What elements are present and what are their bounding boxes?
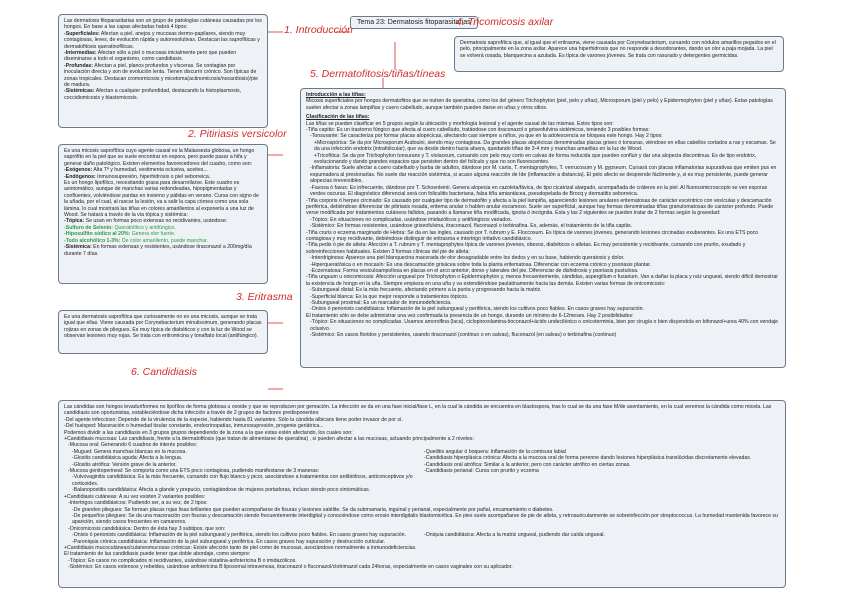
- cand-left-item: -Glositis candidiásica aguda: Afecta a la lengua.: [72, 455, 183, 462]
- tricomicosis-text: Dermatosis saprofítica que, al igual que el eritrasma, viene causada por Corynebacterium, cursando con nódulos amarillos pegados en el pelo, principalmente en la zona axilar. Aparece una hiperhidrosis que no responde a desodorantes, dando un olor a paja mojada. La piel se volverá rosada, blanquecina a azulada. Es típica de varones jóvenes. Se trata con rasurado y detergentes germicidas.: [460, 40, 776, 59]
- derm-line: -Superficial blanca: Es la que mejor responde a tratamientos tópicos.: [310, 293, 469, 300]
- derm-line: -Tiña cruris o eczema marginado de Hebra: Se da en las ingles, causado por T. rubrum y E. Floccosum. Es típica de varones jóvenes, generando lesiones circinadas exuberantes. Es una ETS poco contagiosa y muy recidivante, debiéndose distinguir de eritrasma e intertrigo irritativo candidiásico.: [306, 229, 759, 242]
- intro-item: -Profundas: Afectan a piel, planos profundos y vísceras. Se contagian por inoculación directa y son de evolución lenta. Tienen discurrir crónico. Son típicas de zonas tropicales. Destacan cromomicosis y micetoma(actinomicosis/nocardiosis)/pie de madura.: [64, 62, 259, 89]
- intro-item: -Intermedias: Afectan sólo a piel o mucosas inicialmente pero que pueden diseminarse a todo el organismo, como candidiasis.: [64, 50, 237, 63]
- cand-rest: +Candidiasis cutáneas: A su vez existen 2 variantes posibles:: [64, 493, 206, 500]
- cand-right-item: -Candidiasis perianal: Cursa con prurito y eczema: [424, 468, 539, 475]
- title-candidiasis: 6. Candidiasis: [131, 366, 197, 378]
- cand-left-item: -Balanopostitis candidiásica: Afecta a glande y prepucio, contagiándose de mujeres portadoras, incluso siendo poco sintomáticas.: [72, 487, 371, 494]
- cand-two-columns: [64, 449, 780, 494]
- cand-rest: -Paroniquia crónica candidiásica: Inflamación de la piel subungueal y periférica. En casos graves hay supuración y destrucción cuticular.: [72, 538, 386, 545]
- cand-left-item: -Mucosa genitoperineal: Se comporta como una ETS poco contagiosa, pudiendo manifestarse de 3 maneras:: [68, 468, 320, 475]
- derm-clasificacion-text: Las tiñas se pueden clasificar en 5 grupos según la ubicación y morfología lesional y el agente causal de las mismas. Estos tipos son:: [306, 120, 614, 127]
- cand-intro: Las cándidas son hongos levaduriformes no lipofílos de forma globosa u ovoide y que se reproducen por gemación. La infección se da en una fase inicial/fase L, en la cual la cándida se encuentra en blastospora, tras lo cual se da una fase M/de asentamiento, en la cual veremos la cándida como micela. Las candidiasis son oportunistas, estableciéndose dicha infección a través de 2 grupos de factores predisponentes:: [64, 404, 772, 417]
- derm-line: -Eczematosa: Forma vesiculoampollosa en placas en el arco anterior, dorso y laterales del pie. Diferenciar de dishidrosis y psoriasis pustulosa.: [310, 267, 639, 274]
- derm-line: -Tópico: En situaciones no complicadas, usándose imidazólicos y antifúngicos variados.: [310, 216, 513, 223]
- pitiriasis-item: Es un hongo lipofílico, necesitando grasa para desarrollarse. Este cuadro es asintomático, aunque de manchas varias redondeadas, hipopigmentadas y confluentes, volviéndose pardas en invierno y pálidas en verano. Cursa con signo de la uñada, por el cual, al rascar la lesión, va a salir la capa córnea como una sola lámina, lo cual mostrará las tiñas en colores amarillentos al exponerla a una luz de Wood. Se tratará a través de la vía tópica y sistémica:: [64, 180, 259, 219]
- derm-line: -Sistémico: En casos floridos y persistentes, usando itraconazol (continuo o en salvas), fluconazol (en salvas) o terbinafina (continuo): [310, 332, 617, 339]
- cand-col-right: [424, 449, 780, 494]
- cand-rest: -De pequeños pliegues: Se da una maceración con fisuras y descamación siendo frecuentemente interdigital y conociéndose como erosio interdigitalis blastomicética. En pies suele acompañarse de pie de atleta, y retroauricularmente se sobreinfección por streptococcus. La humedad mantenida favorece su aparición, siendo casos frecuentes en camareros.: [72, 512, 778, 526]
- pitiriasis-item: -Endógenos: Inmunosupresión, hiperhidrosis o piel seborreica.: [64, 173, 211, 180]
- candidiasis-box: [58, 400, 786, 588]
- pitiriasis-item: -Exógenos: Alta Tª y humedad, vestimenta oclusiva, aceites...: [64, 167, 208, 174]
- cand-rest: -Onicomicosis candidiásica: Dentro de ésta hay 3 subtipos, que son:: [68, 525, 226, 532]
- cand-rest: +Candidiasis mucocutáneas/cutaneomucosas crónicas: Existe afección tanto de piel como de mucosas, asociándose normalmente a inmunodeficiencias.: [64, 544, 417, 551]
- cand-left-item: -Vulvovaginitis candidiásica: Es la más frecuente, cursando con flujo blanco y picor, asociándose a tratamientos con antibióticos, anticonceptivos y/o corticoides.: [72, 474, 413, 487]
- title-tricomicosis: 4. Tricomicosis axilar: [456, 16, 554, 28]
- derm-line: -Sistémico: En formas resistentes, usándose griseofulvina, itraconazol, fluconazol o terbinafina. Es, además, el tratamiento de la tiña capitis.: [310, 223, 633, 230]
- derm-line: -Inflamatoria: Suele afectar a cuero cabelludo y barba de adultos, dándose por M. canis, T. mentagrophytes, T. verrucosum y M. gypseum. Cursará con placas inflamatorias supurativas que emiten pus en espumadera al presionarlas. No suele dar reacción sistémica, si acaso alguna reacción de Ide (inflamación a distancia). El pelo afecto se desprende fácilmente y, si es muy persistente, puede generar alopecias irreversibles.: [310, 165, 777, 185]
- pitiriasis-item: -Sistémica: En formas extensas y resistentes, usándose itraconazol a 200mg/día durante 7 días.: [64, 244, 252, 257]
- derm-line: -Tonsurante: Se caracteriza por formar placas alopécicas, afectando casi siempre a niños, ya que en la adolescencia se bloquea este hongo. Hay 2 tipos:: [310, 133, 663, 140]
- pitiriasis-box: [58, 144, 268, 284]
- cand-col-left: [64, 449, 420, 494]
- cand-left-item: -Muguet: Genera manchas blancas en la mucosa.: [72, 448, 187, 455]
- pitiriasis-item: -Hiposulfito sódico al 20%: Genera olor fuerte.: [64, 231, 176, 238]
- cand-line: -Del agente infeccioso: Depende de la virulencia de la especie, habiendo hasta 81 variantes. Sólo la cándida albicans tiene poder invasor de por sí.: [64, 416, 403, 423]
- intro-item: -Sistémicas: Afectan a cualquier profundidad, destacando la histoplasmosis, coccidiomicosis y blastomicosis.: [64, 88, 242, 101]
- cand-rest: -Intertrigos candidiásicos: Pudiendo ser, a su vez, de 2 tipos:: [68, 500, 208, 507]
- cand-right-item: -Queilitis angular ó boquera: Inflamación de la comisura labial: [424, 448, 566, 455]
- cand-right-item: -Candidiasis oral atrófica: Similar a la anterior, pero con carácter atrófico en ciertas zonas.: [424, 461, 631, 468]
- cand-line: -Del huésped: Maceración o humedad tisular constante, endocrinopatías, inmunosupresión, progenie geriátrica...: [64, 423, 324, 430]
- cand-line: Podemos dividir a las candidiasis en 3 grupos grupos dependiendo de la zona a la que estas estén afectando, los cuales son:: [64, 429, 353, 436]
- derm-line: -Interdriginosa: Aparece una piel blanquecina macerada de olor desagradable entre los dedos y en su base, habiendo queratosis y dolor.: [310, 255, 625, 262]
- derm-line: -Hiperqueratósica o en mocasín: Es una descamación grisácea sobre toda la planta eritematosa. Diferenciar con eczema crónico y psoriasis plantar.: [310, 261, 652, 268]
- derm-heading-intro: Introducción a las tiñas:: [306, 92, 366, 98]
- title-pitiriasis: 2. Pitiriasis versicolor: [188, 128, 287, 140]
- pitiriasis-intro: Es una micosis saprofítica cuyo agente causal es la Malassezia globosa, un hongo saprófito en la piel que se suele encontrar en espora, pero puede pasar a hifa y generar daño patológico. Existen elementos favorecedores del cuadro, como son:: [64, 148, 255, 167]
- dermatofitosis-box: [300, 88, 786, 368]
- cand-line: -Mucosa oral: Generando 6 cuadros de interés posibles:: [68, 442, 198, 449]
- cand-right-item: -Candidiasis hiperplásica crónica: Afecta a la mucosa oral de forma perenne dando lesiones hiperplásica translúcidas discretamente elevadas.: [424, 455, 752, 462]
- eritrasma-text: Es una dermatosis saprofítica que curiosamente no es una micosis, aunque se trata igual que ellas. Viene causada por Corynebacterium minutissimum, generando placas rojizas en zonas de pliegues. Es muy típica de diabéticos y con la luz de Wood se observan lesiones muy rojas. Se trata con eritromicina y tonaftato local (antifúngico).: [64, 314, 262, 340]
- title-introduccion: 1. Introducción: [284, 24, 353, 36]
- pitiriasis-item: -Todo alcohólico 1-3%: De color amarillento, puede manchar.: [64, 237, 209, 244]
- pitiriasis-item: -Sulfuro de Selenio: Queratolítico y antifúngico.: [64, 224, 176, 231]
- cand-line: +Candidiasis mucosas: Las candidiasis, frente a la dermatofitosis (que tratan de alimentarse de queratina) , si pueden afectar a las mucosas, actuando principalmente a 2 niveles:: [64, 436, 474, 443]
- derm-line: -Onixis ó perionixis candidiásica: Inflamación de la piel subungueal y periférica, siendo los cultivos poco fiables. En casos graves hay supuración.: [310, 306, 644, 313]
- cand-rest: -Sistémico: En casos extensos y rebeldes, usándose anfotericina B liposomal intravenosa, itraconazol o fluconazol/clotrimazol cada 24horas, especialmente en casos vaginales con su aplicador.: [68, 564, 513, 571]
- derm-line: -Tiña capitis: Es un trastorno fúngico que afecta al cuero cabelludo, tratándose con itraconazol o griseofulvina sistémicos, teniendo 3 posibles formas:: [306, 127, 650, 134]
- cand-rest: El tratamiento de las candidiasis puede tener que doble abordaje, como siempre:: [64, 551, 251, 558]
- derm-line: -Tiña pedis ó pie de atleta: Afección a T. rubrum y T. mentagrophytes típica de varones jóvenes, obesos, diabéticos o atletas. Es muy persistente y recidivante, cursando con prurito, exudado y sobreinfecciones habituales. Existen 3 formas clínicas del pie de atleta:: [306, 242, 746, 255]
- derm-line: -Favosa ó favus: Es infrecuente, dándose por T. Schoenleinii. Genera alopecia en cazoleta/fávica, de tipo cicatrizal alargado, acompañada de cráteres en la piel. Al fluorosimicroscopio se ven esporas verdes oscuras. El diagnóstico diferencial será con foliculitis bacteriana, falsa tiña amiantácea, pseudopelada de Brocq y dermatitis seborreica.: [310, 184, 768, 198]
- derm-line: +Tricofítica: Se da por Trichophyton tonsurans y T. violaceum, cursando con pelo muy corto en calvas de forma reducida que pueden confluir y dar una alopecia discontinua. Es de tipo endotrix, evolucionando y dando grandes espacios que persisten dentro del folículo y que no son fluorescentes.: [314, 152, 757, 166]
- central-topic: Tema 23: Dermatosis fitoparasitarias: [350, 16, 478, 29]
- derm-line: -Subungueal proximal: Es un marcador de inmunodeficiencia.: [310, 300, 452, 306]
- derm-line: -Tiña corporis ó herpes circinado: Es causado por cualquier tipo de dermatofito y afecta a la piel lampiña, apareciendo lesiones anulares eritematosas de carácter excéntrico con vesículas y descamación periférica, debiéndose diferenciar de pitiriasis rosada, eritema anular o hablen anular escamoso. Suele ser superficial, aunque hay formas denominadas tiñas granulomatosas de carácter profundo. Puede verse modificada por tratamientos cutáneos fallidos, pasando a llamarse tiña modificada, ignota ó incógnita. Esta y las 2 siguientes se pueden tratar de 2 formas según la gravedad:: [306, 197, 774, 217]
- title-dermatofitosis: 5. Dermatofitosis/tiñas/tíneas: [310, 68, 446, 80]
- derm-intro-text: Micosis superficiales por hongos dermatofitos que se nutren de queratina, como los del género Trichophyton (piel, pelo y uñas), Microsporum (piel y pelo) y Epidermophyton (piel y uñas). Estas patologías suelen afectar a zonas lampiñas y cuero cabelludo, aunque también pueden darse en uñas y otros sitios.: [306, 98, 773, 111]
- derm-line: -Subungueal distal: Es la más frecuente, afectando primero a la punta y progresando hacia la matriz.: [310, 287, 542, 294]
- intro-text: Las dermatosis fitoparasitarias son un grupo de patologías cutáneas causadas por los hongos. En base a las capas afectadas habrá 4 tipos:: [64, 18, 262, 31]
- cand-rest: -Tópico: En casos no complicados ni recidivantes, usándose nistatina-anfotericina B o imidazólicos.: [68, 557, 297, 564]
- derm-line: +Microspórica: Se da por Microsporum Audouini, siendo muy contagiosa. Da grandes placas alopécicas denominadas placas grises ó tonsuras, viéndose en ellas cabellos cortados a ras y escamas. Se da una infección endotrix (intrafolicular), que va desde dentro hacia afuera, quedando tiñas de 3-4 mm y manchas amarillas en la luz de Wood.: [314, 139, 776, 153]
- tricomicosis-box: [454, 36, 784, 72]
- eritrasma-box: [58, 310, 268, 354]
- pitiriasis-item: -Tópica: Se usan en formas poco extensas no recidivantes, usándose:: [64, 218, 228, 225]
- derm-line: El tratamiento sólo se debe administrar una vez confirmada la presencia de un hongo, durando un mínimo de 6-12meses. Hay 2 posibilidades:: [306, 312, 634, 319]
- derm-line: -Tiña unguum u onicomicosis: Afección ungueal por Trichophyton o Epidermophyton y, menos frecuentemente, cándidas, aspergillum o fusarium. Van a dañar la placa y raíz ungueal, siendo difícil demostrar la existencia de hongo en la uña. Siempre empieza en una uña y va extendiéndose paulatinamente hacia las demás. Existen varias formas de onicomicosis:: [306, 274, 778, 287]
- cand-onix-right: -Oniquia candidiásica: Afecta a la matriz ungueal, pudiendo dar caída ungueal.: [424, 532, 605, 539]
- intro-box: [58, 14, 268, 128]
- cand-rest: -Onixis ó perionixis candidiásica: Inflamación de la piel subungueal y periférica, siendo los cultivos poco fiables. En casos graves hay supuración.: [72, 532, 406, 539]
- derm-line: -Tópico: En situaciones no complicadas. Usamos amorolfina (laca), ciclopiroxolamina-tioconazol+ácido undecilénico o onicoterminia, bien por cirugía o bien disyendola en bifonazol+urea 40% con vendaje oclusivo.: [310, 319, 779, 332]
- cand-left-item: -Glositis atrófica: Versión grave de la anterior.: [72, 461, 177, 468]
- intro-item: -Superficiales: Afectan a piel, anejos y mucosas dermo-papilares, siendo muy contagiosas, leves, de evolución rápida y autoresolutivas. Destacan las saprofíticas y dermatofitosis queratinofílicas.: [64, 30, 260, 50]
- derm-heading-clasificacion: Clasificación de las tiñas:: [306, 114, 370, 121]
- title-eritrasma: 3. Eritrasma: [236, 291, 293, 303]
- cand-rest: -De grandes pliegues: Se forman placas rojas lisas brillantes que pueden acompañarse de fisuras y lesiones satélite. Se da submamaria, inguinal y perianal, especialmente por pañal, encamamiento o diabetes.: [72, 506, 554, 513]
